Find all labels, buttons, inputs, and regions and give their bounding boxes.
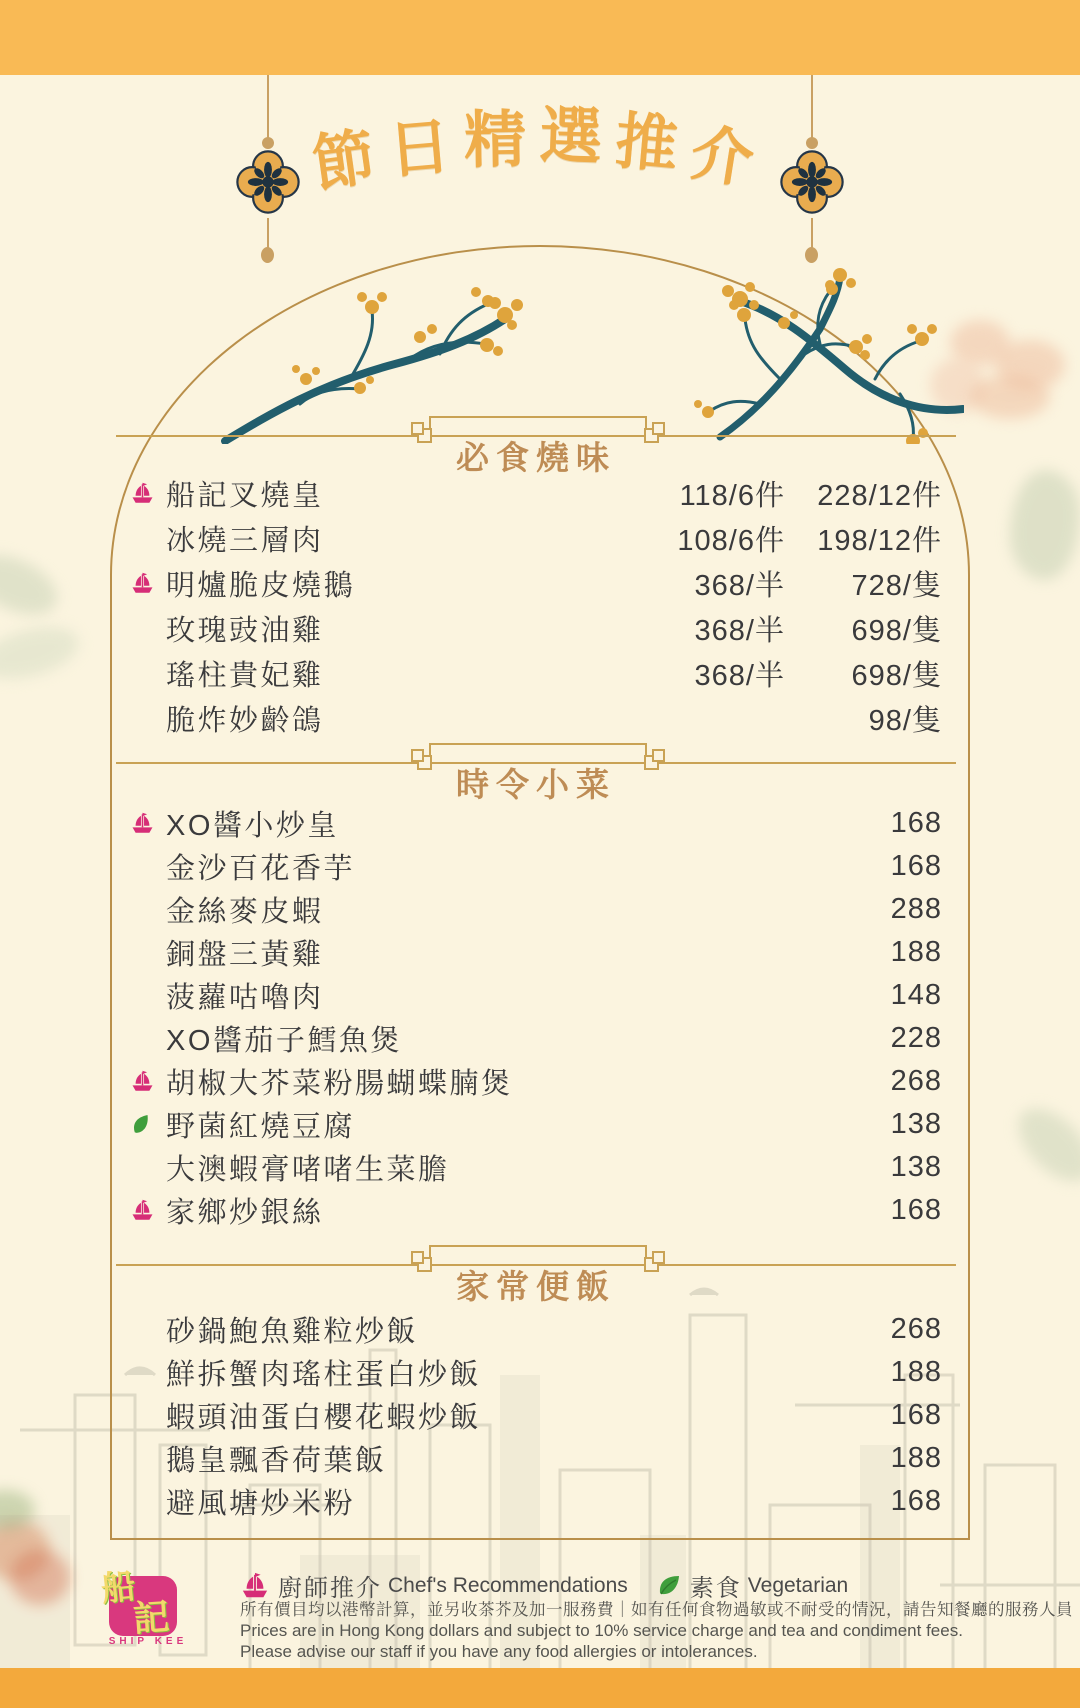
- section-divider-bridge: [429, 743, 647, 762]
- item-price-half: 368/半: [694, 570, 785, 602]
- dish-name: 蝦頭油蛋白櫻花蝦炒飯: [166, 1402, 482, 1434]
- menu-item-row: [130, 1060, 942, 1103]
- junk-boat-icon: [130, 1199, 155, 1222]
- section-title: 必食燒味: [456, 439, 616, 476]
- disclaimer: [240, 1600, 1073, 1662]
- menu-item-row: [130, 974, 942, 1017]
- dish-name: 菠蘿咕嚕肉: [166, 982, 324, 1014]
- menu-item-row: [130, 1480, 942, 1523]
- dish-name: XO醬茄子鱈魚煲: [166, 1025, 402, 1057]
- item-price-whole: 98/隻: [868, 705, 942, 737]
- ornament-end-dot: [261, 247, 274, 263]
- lattice-knot-icon: [644, 755, 659, 770]
- item-price-whole: 228: [890, 1022, 942, 1054]
- item-price-whole: 268: [890, 1065, 942, 1097]
- menu-section: [112, 417, 972, 741]
- menu-item-row: [130, 1189, 942, 1232]
- section-divider-line: [116, 1246, 956, 1266]
- leaf-icon: [130, 1114, 152, 1136]
- junk-boat-icon: [130, 812, 155, 835]
- ornament-string: [811, 218, 813, 248]
- item-price-whole: 698/隻: [851, 660, 942, 692]
- dish-name: 鵝皇飄香荷葉飯: [166, 1445, 387, 1477]
- lattice-knot-icon: [417, 428, 432, 443]
- menu-item-row: [130, 651, 942, 696]
- ornament-end-dot: [805, 247, 818, 263]
- chef-legend-label-en: Chef's Recommendations: [388, 1573, 628, 1597]
- dish-name: 冰燒三層肉: [166, 525, 324, 557]
- top-accent-bar: [0, 0, 1080, 75]
- junk-boat-icon: [130, 572, 155, 595]
- chef-legend-label-cn: 廚師推介: [278, 1575, 382, 1602]
- menu-item-row: [130, 696, 942, 741]
- item-price-whole: 168: [890, 1485, 942, 1517]
- item-badge: [130, 1199, 166, 1222]
- menu-item-row: [130, 931, 942, 974]
- item-price-whole: 728/隻: [851, 570, 942, 602]
- section-rows: [130, 471, 942, 741]
- legend-row: [240, 1568, 848, 1603]
- lattice-knot-icon: [417, 755, 432, 770]
- dish-name: 野菌紅燒豆腐: [166, 1111, 356, 1143]
- section-rows: [130, 1308, 942, 1523]
- disclaimer-line-en2: Please advise our staff if you have any food allergies or intolerances.: [240, 1642, 758, 1661]
- menu-item-row: [130, 1017, 942, 1060]
- dish-name: 避風塘炒米粉: [166, 1488, 356, 1520]
- page-title: 節日精選推介: [308, 101, 773, 200]
- section-divider-bridge: [429, 1245, 647, 1264]
- item-price-whole: 138: [890, 1151, 942, 1183]
- dish-name: 金沙百花香芋: [166, 853, 356, 885]
- menu-card: [110, 245, 970, 1540]
- menu-item-row: [130, 471, 942, 516]
- dish-name: 脆炸妙齡鴿: [166, 705, 324, 737]
- logo-char-2: 記: [131, 1595, 171, 1640]
- junk-boat-icon: [240, 1572, 270, 1600]
- dish-name: 銅盤三黃雞: [166, 939, 324, 971]
- menu-item-row: [130, 1394, 942, 1437]
- ship-kee-logo: [99, 1567, 188, 1650]
- footer: [0, 1540, 1080, 1668]
- section-divider-bridge: [429, 416, 647, 435]
- dish-name: 砂鍋鮑魚雞粒炒飯: [166, 1316, 419, 1348]
- item-price-whole: 228/12件: [817, 480, 942, 512]
- dish-name: 胡椒大芥菜粉腸蝴蝶腩煲: [166, 1068, 513, 1100]
- menu-item-row: [130, 1146, 942, 1189]
- lattice-knot-icon: [417, 1257, 432, 1272]
- item-price-whole: 188: [890, 936, 942, 968]
- dish-name: 船記叉燒皇: [166, 480, 324, 512]
- dish-name: 家鄉炒銀絲: [166, 1197, 324, 1229]
- item-badge: [130, 1114, 166, 1136]
- section-divider-line: [116, 744, 956, 764]
- menu-item-row: [130, 516, 942, 561]
- menu-item-row: [130, 606, 942, 651]
- dish-name: 瑤柱貴妃雞: [166, 660, 324, 692]
- item-price-whole: 288: [890, 893, 942, 925]
- menu-item-row: [130, 845, 942, 888]
- dish-name: 鮮拆蟹肉瑤柱蛋白炒飯: [166, 1359, 482, 1391]
- menu-item-row: [130, 1437, 942, 1480]
- item-badge: [130, 482, 166, 505]
- item-price-half: 368/半: [694, 660, 785, 692]
- item-price-whole: 168: [890, 850, 942, 882]
- disclaimer-line-cn: 所有價目均以港幣計算，並另收茶芥及加一服務費｜如有任何食物過敏或不耐受的情況，請告知餐廳的服務人員: [240, 1601, 1073, 1619]
- menu-section: [112, 1246, 972, 1523]
- junk-boat-icon: [130, 1070, 155, 1093]
- section-title: 時令小菜: [456, 766, 616, 803]
- leaf-icon: [656, 1573, 682, 1599]
- lattice-knot-icon: [644, 1257, 659, 1272]
- menu-item-row: [130, 1103, 942, 1146]
- menu-item-row: [130, 561, 942, 606]
- item-price-whole: 168: [890, 1399, 942, 1431]
- item-badge: [130, 1070, 166, 1093]
- dish-name: XO醬小炒皇: [166, 810, 339, 842]
- dish-name: 金絲麥皮蝦: [166, 896, 324, 928]
- item-badge: [130, 572, 166, 595]
- item-price-whole: 168: [890, 1194, 942, 1226]
- disclaimer-line-en1: Prices are in Hong Kong dollars and subject to 10% service charge and tea and condiment fees.: [240, 1621, 963, 1640]
- dish-name: 玫瑰豉油雞: [166, 615, 324, 647]
- dish-name: 大澳蝦膏啫啫生菜膽: [166, 1154, 450, 1186]
- item-price-whole: 198/12件: [817, 525, 942, 557]
- item-price-half: 368/半: [694, 615, 785, 647]
- item-price-whole: 148: [890, 979, 942, 1011]
- item-badge: [130, 812, 166, 835]
- ornament-string: [267, 218, 269, 248]
- watercolor-leaf-bottom-right: [1000, 1110, 1080, 1250]
- junk-boat-icon: [130, 482, 155, 505]
- menu-item-row: [130, 888, 942, 931]
- logo-wordmark: SHIP KEE: [108, 1636, 188, 1647]
- bottom-accent-bar: [0, 1668, 1080, 1708]
- watercolor-leaves-left: [0, 540, 120, 740]
- veg-legend-label-cn: 素食: [689, 1575, 742, 1602]
- menu-item-row: [130, 1351, 942, 1394]
- item-price-whole: 698/隻: [851, 615, 942, 647]
- dish-name: 明爐脆皮燒鵝: [166, 570, 356, 602]
- item-price-whole: 168: [890, 807, 942, 839]
- item-price-whole: 188: [890, 1442, 942, 1474]
- logo-char-1: 船: [99, 1567, 138, 1609]
- item-price-half: 118/6件: [679, 480, 785, 512]
- item-price-whole: 268: [890, 1313, 942, 1345]
- section-rows: [130, 802, 942, 1232]
- menu-item-row: [130, 802, 942, 845]
- veg-legend-label-en: Vegetarian: [747, 1573, 849, 1597]
- menu-item-row: [130, 1308, 942, 1351]
- section-title: 家常便飯: [456, 1268, 616, 1305]
- item-price-half: 108/6件: [677, 525, 785, 557]
- section-divider-line: [116, 417, 956, 437]
- menu-section: [112, 744, 972, 1232]
- lattice-knot-icon: [644, 428, 659, 443]
- item-price-whole: 138: [890, 1108, 942, 1140]
- item-price-whole: 188: [890, 1356, 942, 1388]
